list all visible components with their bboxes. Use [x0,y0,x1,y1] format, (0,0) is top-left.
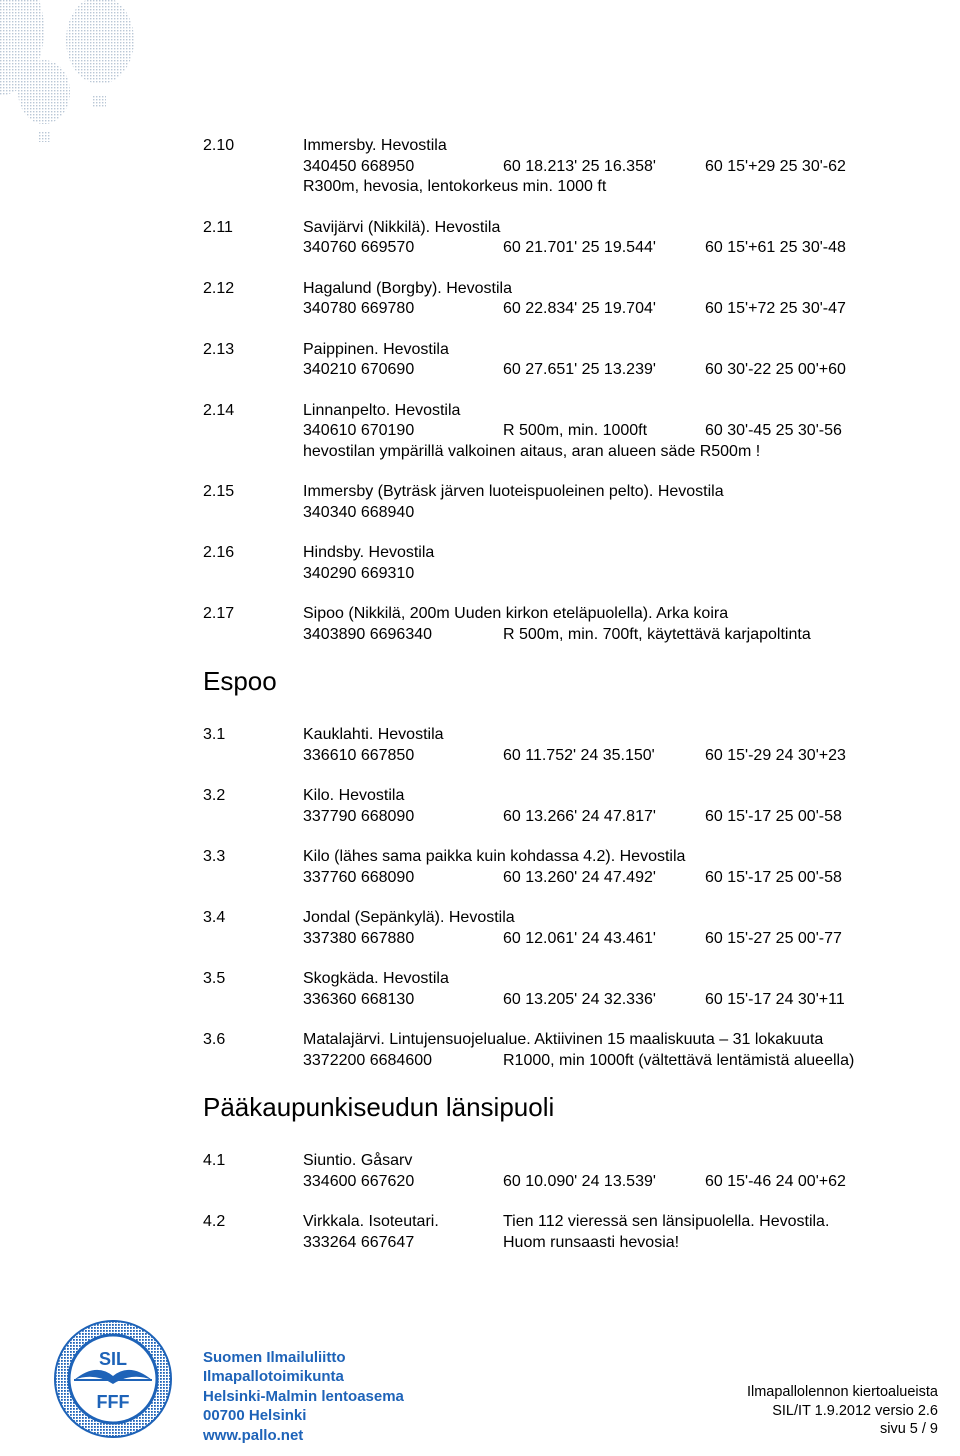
entry-number: 3.3 [203,848,226,865]
list-item [203,218,903,259]
coordinate-cell: 3403890 6696340 [303,625,433,643]
entry-title: Linnanpelto. Hevostila [303,401,461,419]
coordinate-cell: 340340 668940 [303,503,415,521]
org-line: Suomen Ilmailuliitto [203,1349,346,1366]
entry-number: 2.17 [203,605,235,622]
entry-body [303,604,903,645]
entry-title: Jondal (Sepänkylä). Hevostila [303,909,515,926]
coordinate-cell: 340610 670190 [303,422,415,439]
heading-west: Pääkaupunkiseudun länsipuoli [203,1092,555,1122]
coordinate-cell: Huom runsaasti hevosia! [503,1233,680,1251]
entry-body [303,543,903,584]
entry-body [303,908,903,949]
coordinate-cell: 337380 667880 [303,929,415,947]
entry-body [303,482,903,523]
entry-title: Immersby. Hevostila [303,137,447,154]
coordinate-cell: 340450 668950 [303,157,415,175]
coordinate-cell: 60 18.213' 25 16.358' [503,157,656,175]
entry-number: 2.11 [203,218,233,236]
entry-number: 2.14 [203,401,235,419]
coordinate-row [303,299,903,320]
coordinate-cell: 60 15'-17 25 00'-58 [705,868,842,886]
coordinate-row [303,1051,903,1072]
entry-number: 3.5 [203,970,226,987]
entry-title-row [303,1030,903,1051]
coordinate-cell: 60 30'-45 25 30'-56 [705,422,842,439]
entry-title: Immersby (Byträsk järven luoteispuoleinen pelto). Hevostila [303,483,724,500]
entry-title-row [303,847,903,868]
entry-number: 2.16 [203,544,235,561]
coordinate-cell: 340760 669570 [303,239,415,256]
list-item [203,543,903,584]
entry-number: 3.6 [203,1031,226,1048]
entry-note [303,442,903,463]
list-item [203,279,903,320]
coordinate-cell: 60 12.061' 24 43.461' [503,929,656,947]
balloon-watermark [0,0,160,160]
list-item [203,1151,903,1192]
coordinate-cell: 60 15'+61 25 30'-48 [705,239,846,256]
coordinate-cell: 60 11.752' 24 35.150' [503,746,655,764]
doc-version: SIL/IT 1.9.2012 versio 2.6 [772,1402,938,1419]
entry-title: Hagalund (Borgby). Hevostila [303,279,512,297]
list-item [203,136,903,198]
heading-espoo: Espoo [203,666,277,696]
entry-title-row [303,218,903,239]
entry-body [303,1151,903,1192]
coordinate-row [303,868,903,889]
coordinate-cell: 60 30'-22 25 00'+60 [705,361,846,378]
entry-title-row [303,136,903,157]
coordinate-cell: 60 15'+72 25 30'-47 [705,300,846,317]
list-item [203,340,903,381]
entry-number: 3.1 [203,726,226,743]
coordinate-row [303,421,903,442]
entry-title: Matalajärvi. Lintujensuojelualue. Aktiivinen 15 maaliskuuta – 31 lokakuuta [303,1031,824,1048]
coordinate-cell: 60 13.266' 24 47.817' [503,807,656,825]
org-line: Helsinki-Malmin lentoasema [203,1387,404,1405]
coordinate-cell: 60 15'-17 24 30'+11 [705,990,845,1008]
coordinate-cell: 60 15'+29 25 30'-62 [705,157,846,175]
entry-body [303,725,903,766]
coordinate-cell: 60 15'-27 25 00'-77 [705,929,842,947]
coordinate-cell: 60 27.651' 25 13.239' [503,361,656,378]
coordinate-cell: 333264 667647 [303,1233,415,1251]
coordinate-row [303,1233,903,1254]
entry-title: Kilo (lähes sama paikka kuin kohdassa 4.2). Hevostila [303,848,686,865]
entry-body [303,969,903,1010]
entry-title: Sipoo (Nikkilä, 200m Uuden kirkon eteläpuolella). Arka koira [303,605,729,622]
entry-body [303,218,903,259]
coordinate-cell: 60 22.834' 25 19.704' [503,300,656,317]
coordinate-cell: 60 13.260' 24 47.492' [503,868,656,886]
coordinate-row [303,503,903,524]
coordinate-row [303,564,903,585]
entry-note-text: hevostilan ympärillä valkoinen aitaus, aran alueen säde R500m ! [303,442,761,460]
coordinate-cell: 60 13.205' 24 32.336' [503,990,656,1008]
entry-title-row [303,725,903,746]
coordinate-row [303,990,903,1011]
list-item [203,786,903,827]
entry-title-row [303,279,903,300]
seal-top-text: SIL [98,1349,128,1369]
entry-title-row [303,543,903,564]
list-item [203,725,903,766]
entry-body [303,1212,903,1253]
entry-title-row [303,969,903,990]
coordinate-cell: 60 10.090' 24 13.539' [503,1172,656,1190]
entry-title-row [303,908,903,929]
entry-body [303,279,903,320]
list-item [203,969,903,1010]
document-info [747,1383,938,1439]
entry-body [303,401,903,463]
entry-note-text: R300m, hevosia, lentokorkeus min. 1000 ft [303,178,607,195]
coordinate-row [303,238,903,259]
entry-number: 3.4 [203,909,226,926]
coordinate-cell: 60 15'-29 24 30'+23 [705,746,846,764]
coordinate-cell: 337760 668090 [303,868,415,886]
entry-title-row [303,401,903,422]
coordinate-row [303,625,903,646]
entry-title: Hindsby. Hevostila [303,544,435,561]
coordinate-cell: R 500m, min. 700ft, käytettävä karjapoltinta [503,625,811,643]
entry-body [303,786,903,827]
list-item [203,1212,903,1253]
coordinate-cell: 336360 668130 [303,990,415,1008]
entry-title-row [303,786,903,807]
entry-number: 3.2 [203,787,226,804]
section-espoo-entries [203,725,903,1071]
coordinate-cell: 340290 669310 [303,564,415,582]
entry-title-row [303,604,903,625]
entry-body [303,136,903,198]
coordinate-cell: 60 21.701' 25 19.544' [503,239,656,256]
coordinate-cell: 60 15'-46 24 00'+62 [705,1172,846,1190]
section-sipoo-entries [203,136,903,645]
coordinate-cell: 340780 669780 [303,300,415,317]
document-content [203,136,903,1273]
coordinate-cell: 337790 668090 [303,807,415,825]
coordinate-cell: 334600 667620 [303,1172,415,1190]
list-item [203,908,903,949]
entry-body [303,1030,903,1071]
entry-title: Paippinen. Hevostila [303,340,449,358]
entry-number: 2.13 [203,340,235,358]
coordinate-cell: R 500m, min. 1000ft [503,422,648,439]
seal-bottom-text: FFF [96,1392,130,1412]
list-item [203,604,903,645]
coordinate-cell: 60 15'-17 25 00'-58 [705,807,842,825]
coordinate-row [303,157,903,178]
entry-title-row [303,1151,903,1172]
entry-number: 4.2 [203,1213,226,1230]
entry-number: 2.15 [203,483,235,500]
coordinate-row [303,929,903,950]
coordinate-cell: 336610 667850 [303,746,415,764]
entry-body [303,340,903,381]
entry-number: 4.1 [203,1152,226,1169]
coordinate-cell: 340210 670690 [303,361,415,378]
entry-title: Savijärvi (Nikkilä). Hevostila [303,218,501,236]
coordinate-cell: 3372200 6684600 [303,1051,433,1069]
list-item [203,1030,903,1071]
entry-title: Kilo. Hevostila [303,787,405,804]
entry-title: Skogkäda. Hevostila [303,970,449,987]
entry-title-row [303,340,903,361]
list-item [203,847,903,888]
entry-title-row [303,1212,903,1233]
entry-number: 2.12 [203,279,235,297]
coordinate-row [303,360,903,381]
coordinate-row [303,1172,903,1193]
section-west-entries [203,1151,903,1253]
entry-title-extra: Tien 112 vieressä sen länsipuolella. Hevostila. [503,1213,830,1230]
coordinate-cell: R1000, min 1000ft (vältettävä lentämistä alueella) [503,1051,855,1069]
doc-title: Ilmapallolennon kiertoalueista [746,1384,938,1400]
entry-title: Siuntio. Gåsarv [303,1152,413,1169]
entry-number: 2.10 [203,137,235,154]
entry-title-row [303,482,903,503]
coordinate-row [303,746,903,767]
org-website-link[interactable]: www.pallo.net [203,1426,304,1444]
org-line: 00700 Helsinki [203,1407,307,1425]
entry-title: Kauklahti. Hevostila [303,726,444,743]
entry-note [303,177,903,198]
list-item [203,401,903,463]
coordinate-row [303,807,903,828]
entry-title: Virkkala. Isoteutari. [303,1213,439,1230]
sil-fff-seal-logo [52,1318,174,1440]
page-number: sivu 5 / 9 [879,1421,938,1437]
org-line: Ilmapallotoimikunta [203,1368,344,1386]
organization-address [203,1348,404,1445]
entry-body [303,847,903,888]
list-item [203,482,903,523]
